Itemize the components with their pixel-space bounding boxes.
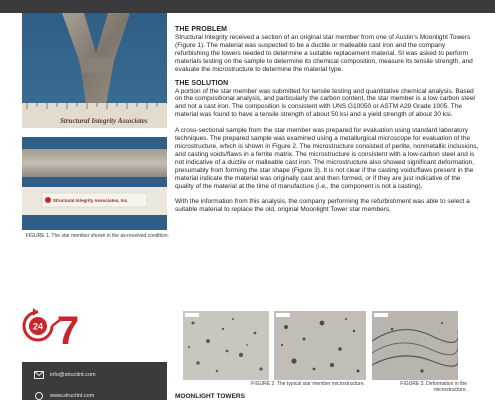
24-7-logo	[22, 306, 92, 348]
label-brand-text: Structural Integrity Associates, Inc.	[53, 198, 129, 203]
figure3-micrograph	[372, 311, 458, 380]
figure2-micrograph-right	[274, 311, 366, 380]
ruler-brand-text: Structural Integrity Associates	[60, 117, 148, 125]
figure1-star-member-photo	[22, 13, 167, 128]
svg-text:7: 7	[56, 309, 80, 348]
figure2-micrograph-left	[183, 311, 269, 380]
contact-website[interactable]: www.structint.com	[50, 393, 95, 399]
solution-paragraph-2: A cross-sectional sample from the star member was prepared for evaluation using standard laboratory techniques. The prepared sample was examined using a metallurgical microscope for evaluation of the microstructure, which is shown in Figure 2. The microstructure consisted of perlite, nonmetallic inclusions, and casting voids/flaws in a ferrite matrix. The microstructure is consistent with a low-carbon steel and is not indicative of a ductile or malleable cast iron. The microstructure also showed significant deformation, presumably from forming the star shape (Figure 3). It is not clear if the casting voids/flaws present in the material indicate the material was originally cast and then formed, or if they are just indicative of the quality of the material at the time of manufacture (i.e., the component is not a casting).	[175, 127, 479, 190]
contact-web-row[interactable]	[34, 392, 94, 400]
contact-email[interactable]: info@structint.com	[50, 372, 96, 378]
solution-paragraph-3: With the information from this analysis, the company performing the refurbishment was able to select a suitable material to replace the old, original Moonlight Tower star members.	[175, 198, 470, 214]
moonlight-towers-heading: MOONLIGHT TOWERS	[175, 393, 245, 400]
problem-heading: THE PROBLEM	[175, 26, 228, 33]
figure1-side-view-photo	[22, 137, 167, 230]
mail-icon	[34, 371, 44, 379]
solution-paragraph-1: A portion of the star member was submitted for tensile testing and quantitative chemical analysis. Based on the compositional analysis, and particularly the carbon content, the star member is a low carbon steel and not a cast iron. The composition is consistent with UNS G10050 or ASTM A29 Grade 1005. The material was found to have a tensile strength of about 50 ksi and a yield strength of about 30 ksi.	[175, 87, 475, 119]
svg-text:24: 24	[32, 321, 44, 332]
problem-text: Structural Integrity received a section of an original star member from one of Austin's Moonlight Towers (Figure 1). The material was suspected to be a ductile or malleable cast iron and the company refurbishing the towers needed to determine a suitable replacement material. SI was asked to perform materials testing on the sample to determine its chemical composition, measure its tensile strength, and evaluate the microstructure to determine the material type.	[175, 34, 473, 73]
figure3-caption: FIGURE 3. Deformation in the microstructure.	[400, 381, 467, 393]
contact-email-row[interactable]	[34, 371, 96, 379]
article-body	[175, 26, 480, 214]
top-header-bar	[0, 0, 495, 13]
globe-icon	[34, 392, 44, 400]
figure1-caption: FIGURE 1. The star member shown in the as-received condition.	[25, 233, 169, 239]
solution-heading: THE SOLUTION	[175, 79, 229, 87]
contact-panel	[22, 362, 167, 400]
figure2-caption: FIGURE 2. The typical star member microstructure.	[251, 381, 365, 387]
